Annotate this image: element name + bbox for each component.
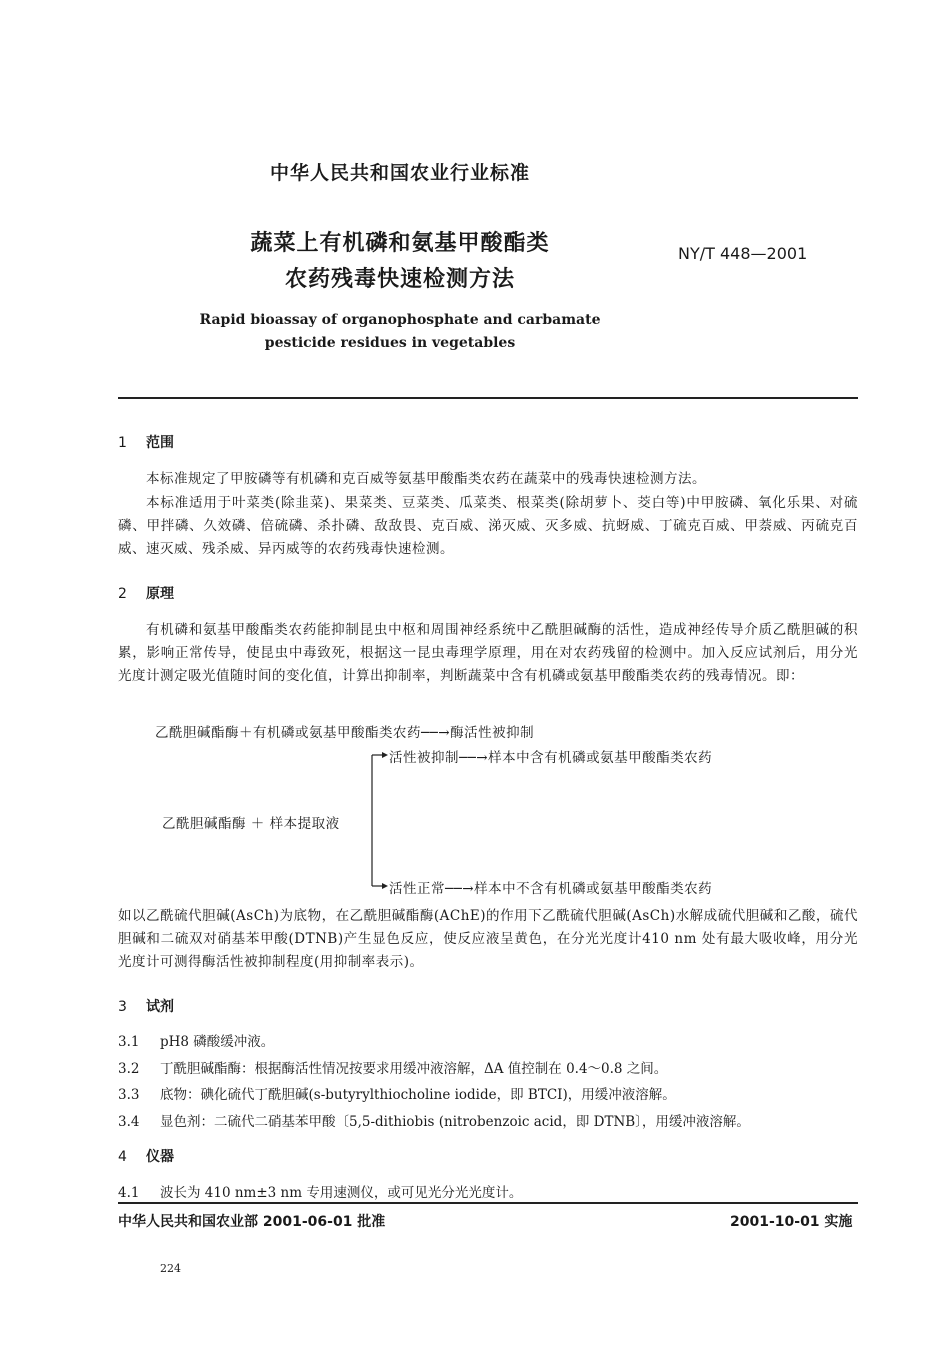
section-3-heading [118,996,174,1016]
section-2-number: 2 [118,586,127,602]
reagent-item-text: 显色剂：二硫代二硝基苯甲酸〔5,5-dithiobis (nitrobenzoic acid，即 DTNB〕，用缓冲液溶解。 [160,1114,750,1130]
implementation-date: 2001-10-01 实施 [730,1214,853,1230]
reagent-item-text: pH8 磷酸缓冲液。 [160,1034,275,1050]
branch-bottom-arrowhead [382,883,388,889]
reagent-item-text: 丁酰胆碱酯酶：根据酶活性情况按要求用缓冲液溶解，ΔA 值控制在 0.4～0.8 之间。 [160,1061,668,1077]
section-4-number: 4 [118,1149,127,1165]
english-title-line-2: pesticide residues in vegetables [264,335,516,351]
reagent-item [118,1057,667,1077]
instrument-item-number: 4.1 [118,1185,140,1201]
reagent-item-number: 3.4 [118,1114,140,1130]
instrument-item [118,1181,522,1201]
title-line-2: 农药残毒快速检测方法 [284,267,515,292]
section-3-number: 3 [118,999,127,1015]
section-4-title: 仪器 [146,1149,174,1165]
reagent-item [118,1110,750,1130]
approval-date: 中华人民共和国农业部 2001-06-01 批准 [118,1214,386,1230]
page-number: 224 [160,1262,181,1275]
section-1-title: 范围 [146,435,174,451]
publisher-header: 中华人民共和国农业行业标准 [269,162,530,184]
section-2-para-1: 有机磷和氨基甲酸酯类农药能抑制昆虫中枢和周围神经系统中乙酰胆碱酶的活性，造成神经传导介质乙酰胆碱的积累，影响正常传导，使昆虫中毒致死，根据这一昆虫毒理学原理，用在对农药残留的检测中。加入反应试剂后，用分光光度计测定吸光值随时间的变化值，计算出抑制率，判断蔬菜中含有机磷或氨基甲酸酯类农药的残毒情况。即： [118,622,858,684]
branch-enzyme-plus-extract: 乙酰胆碱酯酶 ＋ 样本提取液 [162,816,340,832]
reagent-item-number: 3.2 [118,1061,140,1077]
section-1-para-2: 本标准适用于叶菜类(除韭菜)、果菜类、豆菜类、瓜菜类、根菜类(除胡萝卜、茭白等)中甲胺磷、氧化乐果、对硫磷、甲拌磷、久效磷、倍硫磷、杀扑磷、敌敌畏、克百威、涕灭威、灭多威、抗蚜威、丁硫克百威、甲萘威、丙硫克百威、速灭威、残杀威、异丙威等的农药残毒快速检测。 [118,495,858,557]
section-3-title: 试剂 [146,999,174,1015]
branch-normal-result: 活性正常──→样本中不含有机磷或氨基甲酸酯类农药 [389,881,713,897]
standard-number: NY/T 448—2001 [678,244,808,263]
instrument-item-text: 波长为 410 nm±3 nm 专用速测仪，或可见光分光光度计。 [160,1185,523,1201]
reagent-item [118,1083,676,1103]
equation-line: 乙酰胆碱酯酶＋有机磷或氨基甲酸酯类农药──→酶活性被抑制 [155,725,535,741]
section-2-title: 原理 [146,586,174,602]
section-1-number: 1 [118,435,127,451]
english-title-line-1: Rapid bioassay of organophosphate and carbamate [199,312,601,328]
reagent-item-number: 3.3 [118,1087,140,1103]
reagent-item-number: 3.1 [118,1034,140,1050]
branch-top-arrowhead [382,752,388,758]
section-1-para-1: 本标准规定了甲胺磷等有机磷和克百威等氨基甲酸酯类农药在蔬菜中的残毒快速检测方法。 [146,471,706,487]
reagent-item [118,1030,274,1050]
footer-divider [118,1202,858,1204]
branch-inhibited-result: 活性被抑制──→样本中含有机磷或氨基甲酸酯类农药 [389,750,713,766]
section-2-para-2: 如以乙酰硫代胆碱(AsCh)为底物，在乙酰胆碱酯酶(AChE)的作用下乙酰硫代胆碱(AsCh)水解成硫代胆碱和乙酸，硫代胆碱和二硫双对硝基苯甲酸(DTNB)产生显色反应，使反应液呈黄色，在分光光度计410 nm 处有最大吸收峰，用分光光度计可测得酶活性被抑制程度(用抑制率表示)。 [118,908,858,970]
section-4-heading [118,1146,174,1166]
reagent-item-text: 底物：碘化硫代丁酰胆碱(s-butyrylthiocholine iodide，即 BTCI)，用缓冲液溶解。 [160,1087,676,1103]
title-line-1: 蔬菜上有机磷和氨基甲酸酯类 [250,231,550,256]
